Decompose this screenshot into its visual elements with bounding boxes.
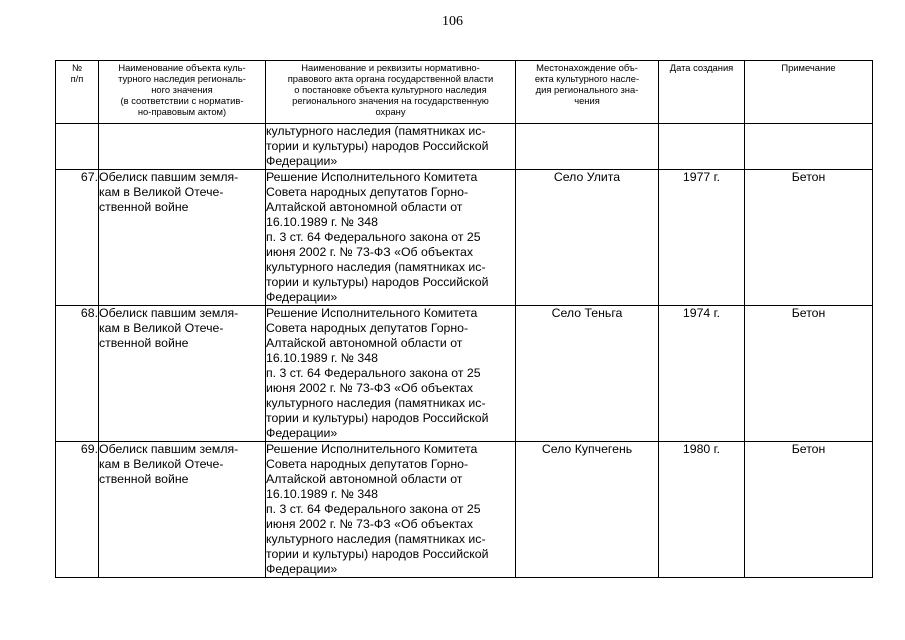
text-line: тории и культуры) народов Российской [266, 275, 489, 289]
text-line: культурного наследия (памятниках ис- [266, 532, 486, 546]
text-line: Местонахождение объ- [536, 62, 638, 73]
text-line: тории и культуры) народов Российской [266, 547, 489, 561]
cell-object-name [99, 124, 266, 170]
header-note [745, 61, 873, 124]
text-line: кам в Великой Отече- [99, 321, 224, 335]
text-line: 16.10.1989 г. № 348 [266, 487, 378, 501]
text-line: дия регионального зна- [535, 84, 639, 95]
text-line: Решение Исполнительного Комитета [266, 170, 478, 184]
cell-location: Село Теньга [516, 306, 659, 442]
text-line: о постановке объекта культурного наследия [294, 84, 487, 95]
cell-number: 67. [56, 170, 99, 306]
text-line: Наименование объекта куль- [118, 62, 246, 73]
cell-creation-date [659, 124, 745, 170]
text-line: ственной войне [99, 336, 189, 350]
text-line: Федерации» [266, 562, 338, 576]
cell-number: 68. [56, 306, 99, 442]
text-line: чения [574, 95, 600, 106]
text-line: тории и культуры) народов Российской [266, 139, 489, 153]
text-line: ного значения [151, 84, 213, 95]
text-line: Совета народных депутатов Горно- [266, 321, 469, 335]
text-line: ственной войне [99, 472, 189, 486]
text-line: июня 2002 г. № 73-ФЗ «Об объектах [266, 381, 473, 395]
table-row [56, 306, 873, 442]
text-line: правового акта органа государственной власти [287, 73, 494, 84]
text-line: Алтайской автономной области от [266, 200, 463, 214]
text-line: Решение Исполнительного Комитета [266, 306, 478, 320]
text-line: турного наследия региональ- [118, 73, 246, 84]
cell-location: Село Купчегень [516, 442, 659, 578]
text-line: ственной войне [99, 200, 189, 214]
text-line: п. 3 ст. 64 Федерального закона от 25 [266, 230, 481, 244]
text-line: екта культурного насле- [534, 73, 640, 84]
text-line: Обелиск павшим земля- [99, 306, 239, 320]
text-line: культурного наследия (памятниках ис- [266, 124, 486, 138]
table-row [56, 442, 873, 578]
text-line: кам в Великой Отече- [99, 185, 224, 199]
heritage-registry-table [55, 60, 873, 578]
cell-object-name [99, 442, 266, 578]
text-line: июня 2002 г. № 73-ФЗ «Об объектах [266, 245, 473, 259]
cell-legal-act [266, 124, 516, 170]
header-number [56, 61, 99, 124]
text-line: (в соответствии с норматив- [120, 95, 244, 106]
cell-location: Село Улита [516, 170, 659, 306]
cell-legal-act [266, 306, 516, 442]
text-line: № [71, 62, 83, 73]
text-line: но-правовым актом) [137, 106, 227, 117]
cell-object-name [99, 306, 266, 442]
text-line: 16.10.1989 г. № 348 [266, 351, 378, 365]
text-line: п. 3 ст. 64 Федерального закона от 25 [266, 502, 481, 516]
text-line: Обелиск павшим земля- [99, 442, 239, 456]
text-line: Совета народных депутатов Горно- [266, 185, 469, 199]
text-line: культурного наследия (памятниках ис- [266, 260, 486, 274]
text-line: охрану [375, 106, 406, 117]
cell-location [516, 124, 659, 170]
text-line: Алтайской автономной области от [266, 336, 463, 350]
cell-creation-date: 1977 г. [659, 170, 745, 306]
continuation-row [56, 124, 873, 170]
cell-creation-date: 1974 г. [659, 306, 745, 442]
text-line: Примечание [781, 62, 836, 73]
cell-legal-act [266, 442, 516, 578]
cell-creation-date: 1980 г. [659, 442, 745, 578]
text-line: июня 2002 г. № 73-ФЗ «Об объектах [266, 517, 473, 531]
cell-note: Бетон [745, 170, 873, 306]
cell-note [745, 124, 873, 170]
text-line: Федерации» [266, 154, 338, 168]
text-line: регионального значения на государственную [292, 95, 489, 106]
page-number: 106 [442, 14, 463, 29]
cell-object-name [99, 170, 266, 306]
cell-note: Бетон [745, 306, 873, 442]
header-object-name [99, 61, 266, 124]
text-line: тории и культуры) народов Российской [266, 411, 489, 425]
header-row [56, 61, 873, 124]
text-line: Обелиск павшим земля- [99, 170, 239, 184]
cell-legal-act [266, 170, 516, 306]
text-line: Федерации» [266, 290, 338, 304]
text-line: Алтайской автономной области от [266, 472, 463, 486]
text-line: 16.10.1989 г. № 348 [266, 215, 378, 229]
text-line: Наименование и реквизиты нормативно- [301, 62, 480, 73]
text-line: Дата создания [669, 62, 734, 73]
text-line: Решение Исполнительного Комитета [266, 442, 478, 456]
cell-number [56, 124, 99, 170]
text-line: кам в Великой Отече- [99, 457, 224, 471]
header-creation-date [659, 61, 745, 124]
text-line: Федерации» [266, 426, 338, 440]
text-line: п. 3 ст. 64 Федерального закона от 25 [266, 366, 481, 380]
text-line: п/п [70, 73, 84, 84]
header-location [516, 61, 659, 124]
header-legal-act [266, 61, 516, 124]
cell-note: Бетон [745, 442, 873, 578]
table-row [56, 170, 873, 306]
text-line: культурного наследия (памятниках ис- [266, 396, 486, 410]
cell-number: 69. [56, 442, 99, 578]
text-line: Совета народных депутатов Горно- [266, 457, 469, 471]
